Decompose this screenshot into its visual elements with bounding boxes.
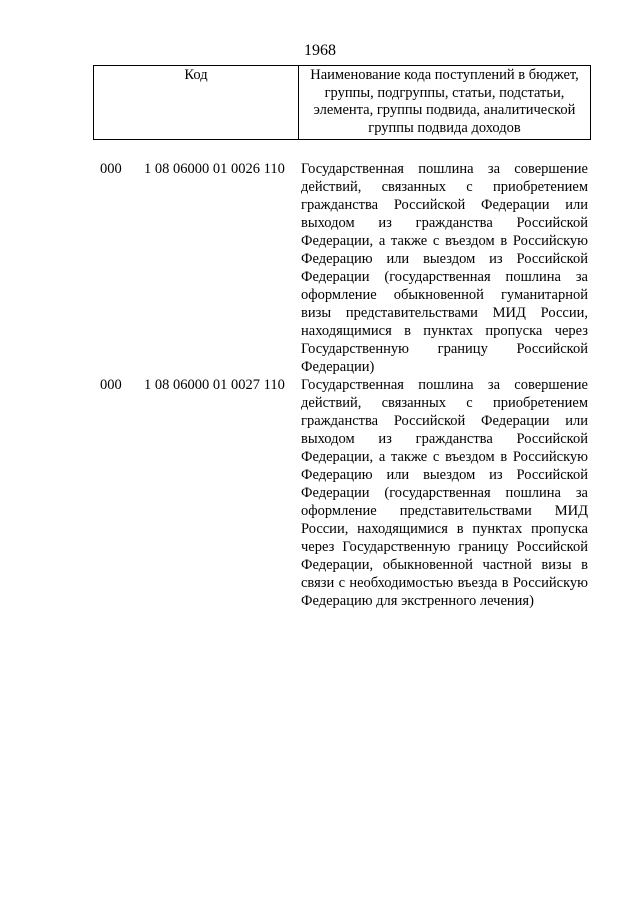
header-row (94, 66, 591, 140)
admin-code: 000 (100, 377, 122, 393)
income-code: 1 08 06000 01 0026 110 (144, 161, 285, 177)
code-column-header: Код (94, 66, 299, 140)
page-number: 1968 (304, 42, 336, 59)
entry-row (0, 376, 640, 610)
entry-row (0, 160, 640, 376)
admin-code: 000 (100, 161, 122, 177)
name-column-header: Наименование кода поступлений в бюджет, группы, подгруппы, статьи, подстатьи, элемента, группы подвида, аналитической группы подвида доходов (299, 66, 591, 140)
entry-description: Государственная пошлина за совершение действий, связанных с приобретением гражданства Российской Федерации или выходом из гражданства Российской Федерации, а также с въездом в Российскую Федерацию или выездом из Российской Федерации (государственная пошлина за оформление обыкновенной гуманитарной визы представительствами МИД России, находящимися в пунктах пропуска через Государственную границу Российской Федерации) (301, 161, 588, 375)
entry-description: Государственная пошлина за совершение действий, связанных с приобретением гражданства Российской Федерации или выходом из гражданства Российской Федерации, а также с въездом в Российскую Федерацию или выездом из Российской Федерации (государственная пошлина за оформление представительствами МИД России, находящимися в пунктах пропуска через Государственную границу Российской Федерации, обыкновенной частной визы в связи с необходимостью въезда в Российскую Федерацию для экстренного лечения) (301, 377, 588, 609)
header-table (93, 65, 591, 140)
entries-list (0, 160, 640, 610)
income-code: 1 08 06000 01 0027 110 (144, 377, 285, 393)
